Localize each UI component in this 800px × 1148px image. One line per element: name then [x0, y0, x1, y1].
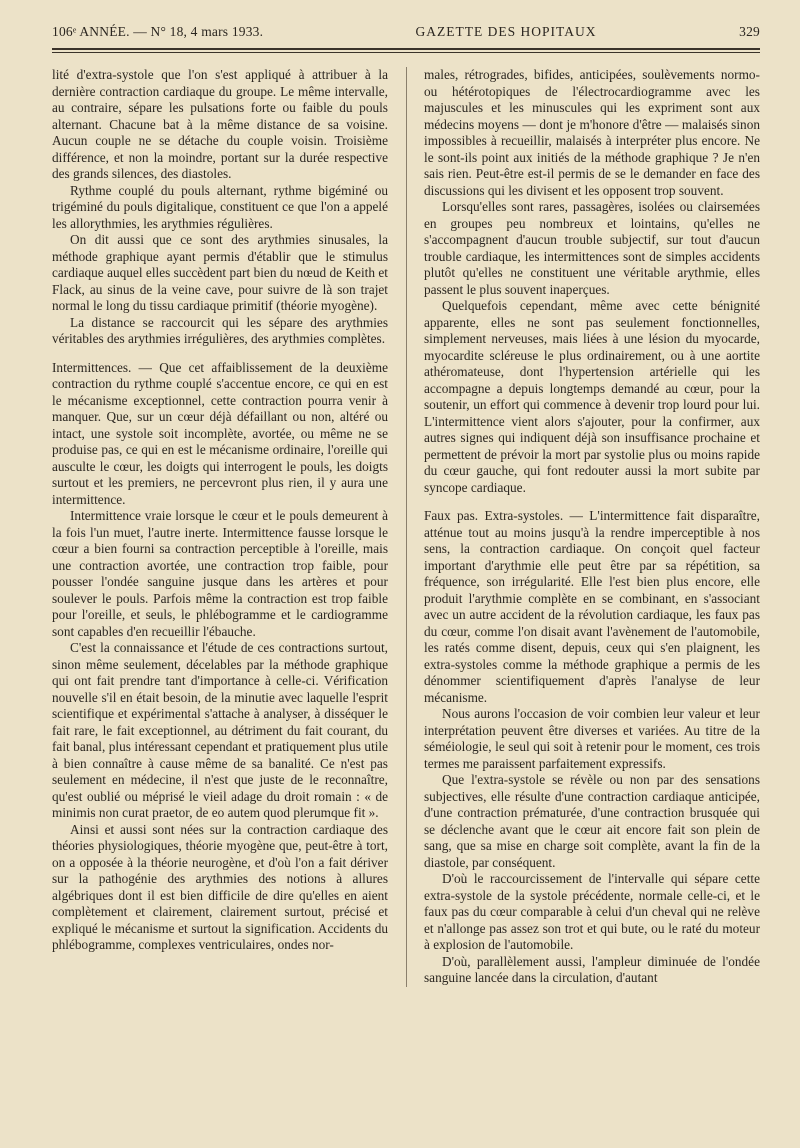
paragraph: Nous aurons l'occasion de voir combien leur valeur et leur interprétation peuvent être diverses et variées. Au titre de la séméiologie, le seul qui soit à retenir pour le moment, ces trois termes me paraissent parfaitement expressifs.	[424, 706, 760, 771]
running-header	[52, 24, 760, 40]
column-divider	[406, 67, 407, 987]
paragraph: Que l'extra-systole se révèle ou non par des sensations subjectives, elle résulte d'une contraction cardiaque anticipée, d'une contraction prématurée, d'une contraction brusquée qui se déclenche avant que le cœur ait encore fait son plein de sang, que sa mise en charge soit complète, avant la fin de la diastole, par conséquent.	[424, 772, 760, 870]
paragraph: On dit aussi que ce sont des arythmies sinusales, la méthode graphique ayant permis d'établir que le stimulus cardiaque auquel elles succèdent part bien du nœud de Keith et Flack, au sinus de la veine cave, pour suivre de là son trajet normal le long du tissu cardiaque primitif (théorie myogène).	[52, 232, 388, 313]
paragraph: D'où le raccourcissement de l'intervalle qui sépare cette extra-systole de la systole précédente, normale celle-ci, et le faux pas du cœur comparable à celui d'un cheval qui ne relève et n'allonge pas assez son trot et qui bute, ou le raté du moteur à explosion de l'automobile.	[424, 871, 760, 952]
right-column	[424, 67, 760, 987]
paragraph: lité d'extra-systole que l'on s'est appliqué à attribuer à la dernière contraction cardiaque du groupe. Le même intervalle, au contraire, sépare les pulsations forte ou faible du pouls alternant. Chacune bat à la même distance de sa voisine. Aucun couple ne se détache du couple voisin. Troisième différence, et non la moindre, portant sur la durée respective des grands silences, des diastoles.	[52, 67, 388, 181]
page-number: 329	[739, 24, 760, 39]
text-columns	[52, 67, 760, 987]
issue-info: 106ᵉ ANNÉE. — N° 18, 4 mars 1933.	[52, 24, 264, 39]
header-rule-thin	[52, 52, 760, 53]
paragraph: Rythme couplé du pouls alternant, rythme bigéminé ou trigéminé du pouls digitalique, constituent ce que l'on a appelé les allorythmies, les arythmies régulières.	[52, 182, 388, 231]
paragraph: La distance se raccourcit qui les sépare des arythmies véritables des arythmies irrégulières, des arythmies complètes.	[52, 314, 388, 346]
header-rule	[52, 48, 760, 50]
paragraph-faux-pas: Faux pas. Extra-systoles. — L'intermittence fait disparaître, atténue tout au moins jusqu'à la rendre imperceptible à nos sens, la contraction cardiaque. On conçoit quel facteur important d'arythmie elle peut être par sa répétition, sa fréquence, son irrégularité. Elle l'est bien plus encore, elle produit l'arythmie complète en se combinant, en s'associant avec un autre accident de la révolution cardiaque, les faux pas du cœur, comme l'on disait avant l'avènement de l'automobile, les ratés comme disent, depuis, ceux qui s'en plaignent, les extra-systoles comme la méthode graphique a permis de les dénommer scientifiquement d'après l'analyse de leur mécanisme.	[424, 508, 760, 705]
paragraph: D'où, parallèlement aussi, l'ampleur diminuée de l'ondée sanguine lancée dans la circulation, d'autant	[424, 953, 760, 985]
left-column	[52, 67, 388, 987]
journal-title: GAZETTE DES HOPITAUX	[415, 24, 597, 39]
paragraph: Quelquefois cependant, même avec cette bénignité apparente, elles ne sont pas seulement fonctionnelles, simplement nerveuses, mais liées à une lésion du myocarde, myocardite scléreuse le plus ordinairement, ou à une aortite athéromateuse, dont l'hypertension artérielle qui les accompagne a depuis longtemps demandé au cœur, pour la soutenir, un effort qui commence à devenir trop lourd pour lui. L'intermittence vient alors s'ajouter, pour la confirmer, aux autres signes qui indiquent déjà son insuffisance prochaine et permettent de prévoir la mort par systolie plus ou moins rapide du cœur gauche, qui font redouter aussi la mort subite par syncope cardiaque.	[424, 298, 760, 495]
paragraph: males, rétrogrades, bifides, anticipées, soulèvements normo- ou hétérotopiques de l'électrocardiogramme avec les majuscules et les minuscules qui les expriment sont aux médecins moyens — dont je m'honore d'être — malaisés sinon impossibles à recueillir, malaisés à interpréter plus encore. Ne le sont-ils point aux initiés de la méthode graphique ? Je n'en sais rien. Peut-être est-il permis de se le demander en face des discussions qui les divisent et les opposent trop souvent.	[424, 67, 760, 198]
paragraph: Ainsi et aussi sont nées sur la contraction cardiaque des théories physiologiques, théorie myogène que, peut-être à tort, on a opposée à la théorie neurogène, et d'où l'on a fait dériver sur la pathogénie des arythmies des notions à allures algébriques dont il est bien difficile de dire qu'elles en aient complètement et clairement, clairement surtout, précisé et expliqué le mécanisme et surtout la signification. Accidents du phlébogramme, complexes ventriculaires, ondes nor-	[52, 821, 388, 952]
paragraph: Lorsqu'elles sont rares, passagères, isolées ou clairsemées en groupes peu nombreux et lointains, qu'elles ne s'accompagnent d'aucun trouble subjectif, sur tout d'aucun trouble cardiaque, les intermittences sont de simples accidents plutôt qu'elles ne constituent une véritable arythmie, elles passent le plus souvent inaperçues.	[424, 199, 760, 297]
paragraph: Intermittence vraie lorsque le cœur et le pouls demeurent à la fois l'un muet, l'autre inerte. Intermittence fausse lorsque le cœur a bien fourni sa contraction perceptible à l'oreille, mais une contraction avortée, une contraction trop faible, pour pousser l'ondée sanguine jusque dans les artères et pour soulever le pouls. Parfois même la contraction est trop faible pour l'oreille, et seuls, le phlébogramme et le cardiogramme sont capables d'en recueillir l'ébauche.	[52, 508, 388, 639]
paragraph: C'est la connaissance et l'étude de ces contractions surtout, sinon même seulement, décelables par la méthode graphique qui ont fait prendre tant d'importance à celle-ci. Vérification nouvelle s'il en était besoin, de la minutie avec laquelle l'esprit scientifique et expérimental s'attache à analyser, à disséquer le fait rare, le fait exceptionnel, au détriment du fait courant, du fait banal, plus intéressant cependant et pratiquement plus utile à bien connaître à cause même de sa banalité. Ce n'est pas seulement en médecine, il n'est que juste de le reconnaître, qu'est oublié ou méprisé le vieil adage du droit romain : « de minimis non curat praetor, de eo autem quod plerumque fit ».	[52, 640, 388, 820]
paragraph-intermittences: Intermittences. — Que cet affaiblissement de la deuxième contraction du rythme couplé s'accentue encore, ce qui en est le mécanisme exceptionnel, cette contraction pourra venir à manquer. Que, sur un cœur déjà défaillant ou non, altéré ou intact, une systole soit incomplète, avortée, ou même ne se produise pas, ce qui en est le mécanisme ordinaire, l'oreille qui ausculte le cœur, les doigts qui interrogent le pouls, les doigts surtout et les premiers, ne percevront plus rien, il y aura une intermittence.	[52, 359, 388, 507]
